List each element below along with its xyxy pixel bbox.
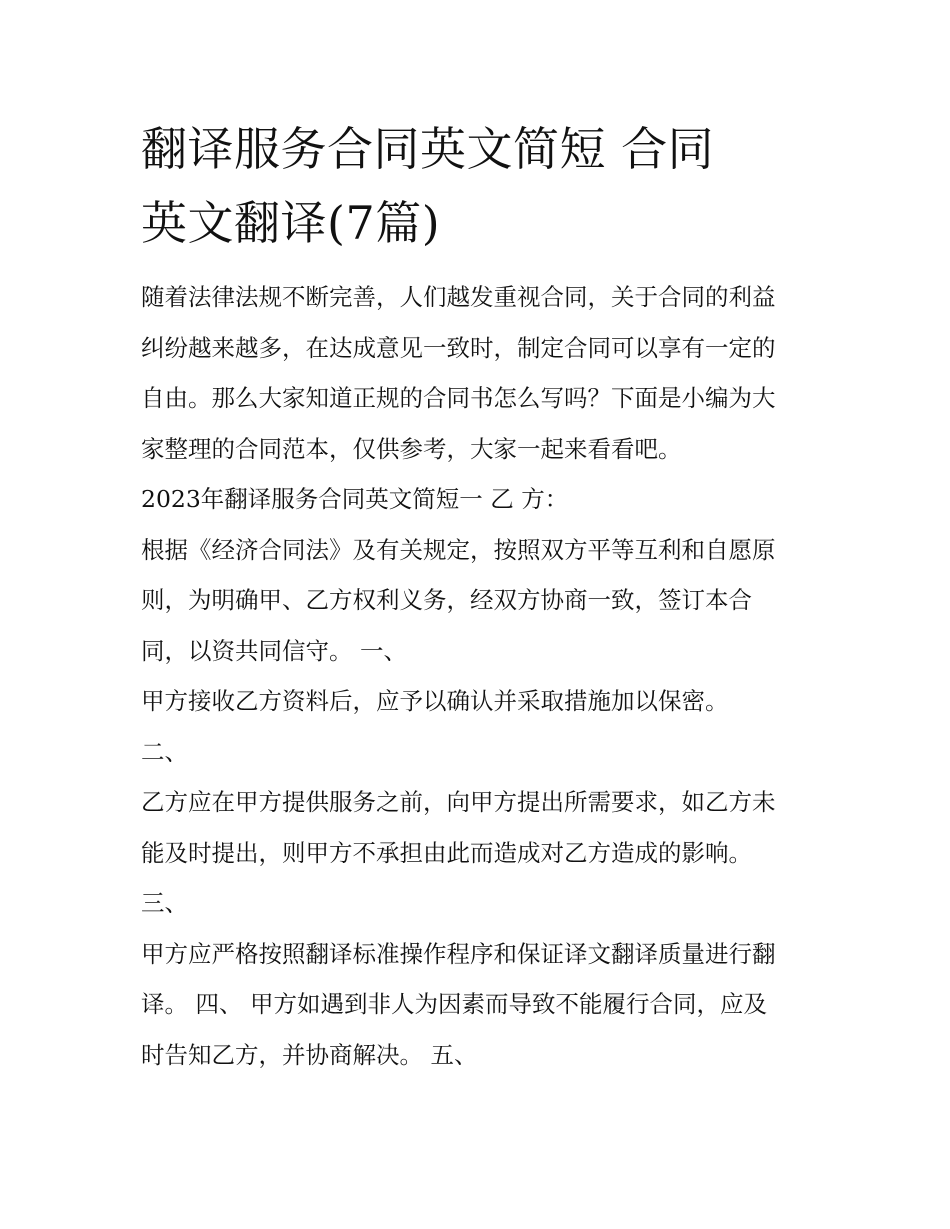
document-body [141,272,821,1080]
document-content [141,112,821,1080]
body-line-4: 家整理的合同范本，仅供参考，大家一起来看看吧。 [141,434,682,463]
body-line-16: 时告知乙方，并协商解决。 五、 [141,1040,478,1069]
body-line-3: 自由。那么大家知道正规的合同书怎么写吗？下面是小编为大 [141,384,776,412]
document-title [141,112,821,260]
body-line-5: 2023年翻译服务合同英文简短一 乙 方： [141,485,569,513]
body-line-2: 纠纷越来越多，在达成意见一致时，制定合同可以享有一定的 [141,333,776,362]
body-line-8: 同，以资共同信守。 一、 [141,636,407,665]
body-line-10: 二、 [141,737,188,766]
body-line-1: 随着法律法规不断完善，人们越发重视合同，关于合同的利益 [141,283,776,311]
body-line-15: 译。 四、 甲方如遇到非人为因素而导致不能履行合同，应及 [141,990,767,1018]
body-line-12: 能及时提出，则甲方不承担由此而造成对乙方造成的影响。 [141,838,752,867]
title-line-1: 翻译服务合同英文简短 合同 [141,122,715,176]
title-line-2: 英文翻译(7篇) [141,196,441,250]
body-line-11: 乙方应在甲方提供服务之前，向甲方提出所需要求，如乙方未 [141,788,776,816]
body-line-6: 根据《经济合同法》及有关规定，按照双方平等互利和自愿原 [141,535,776,564]
body-line-14: 甲方应严格按照翻译标准操作程序和保证译文翻译质量进行翻 [141,939,776,968]
body-line-9: 甲方接收乙方资料后，应予以确认并采取措施加以保密。 [141,687,729,715]
body-line-13: 三、 [141,889,188,917]
body-line-7: 则，为明确甲、乙方权利义务，经双方协商一致，签订本合 [141,586,752,614]
